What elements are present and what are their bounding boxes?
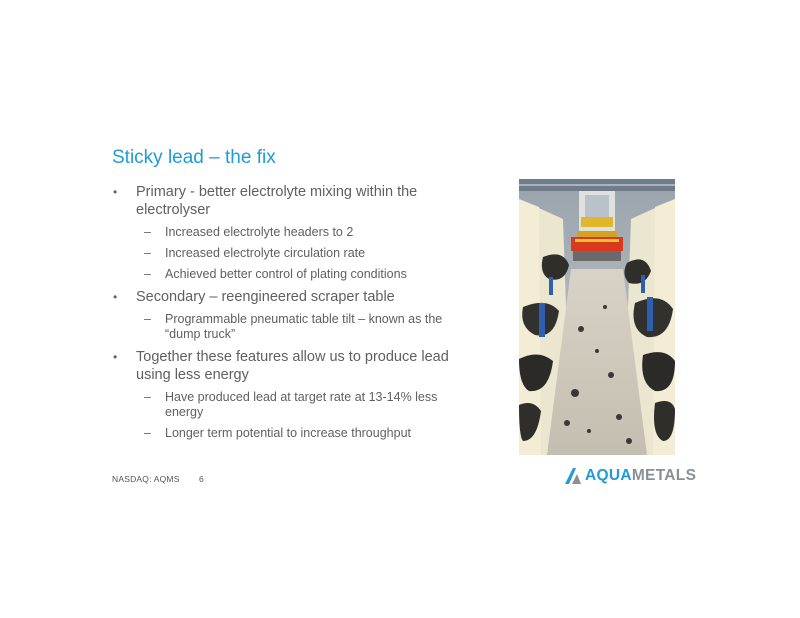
logo-word-metals: METALS — [631, 467, 697, 484]
sub-bullet-item: – Programmable pneumatic table tilt – known as the “dump truck” — [112, 312, 462, 342]
bullet-list — [112, 183, 462, 447]
company-logo — [563, 465, 696, 487]
page-number: 6 — [199, 474, 204, 484]
bullet-group-primary — [112, 183, 462, 282]
bullet-item: • Primary - better electrolyte mixing within the electrolyser — [112, 183, 462, 219]
bullet-item: • Together these features allow us to produce lead using less energy — [112, 348, 462, 384]
bullet-group-together — [112, 348, 462, 441]
sub-bullet-item: – Achieved better control of plating conditions — [112, 267, 462, 282]
bullet-item: • Secondary – reengineered scraper table — [112, 288, 462, 306]
footer-ticker: NASDAQ: AQMS — [112, 474, 180, 484]
logo-mark-icon — [563, 466, 583, 486]
electrolyser-photo — [519, 179, 675, 455]
logo-word-aqua: AQUA — [585, 467, 632, 484]
slide-title: Sticky lead – the fix — [112, 147, 276, 168]
bullet-group-secondary — [112, 288, 462, 342]
sub-bullet-item: – Have produced lead at target rate at 13-14% less energy — [112, 390, 462, 420]
sub-bullet-item: – Increased electrolyte circulation rate — [112, 246, 462, 261]
sub-bullet-item: – Longer term potential to increase throughput — [112, 426, 462, 441]
sub-bullet-item: – Increased electrolyte headers to 2 — [112, 225, 462, 240]
